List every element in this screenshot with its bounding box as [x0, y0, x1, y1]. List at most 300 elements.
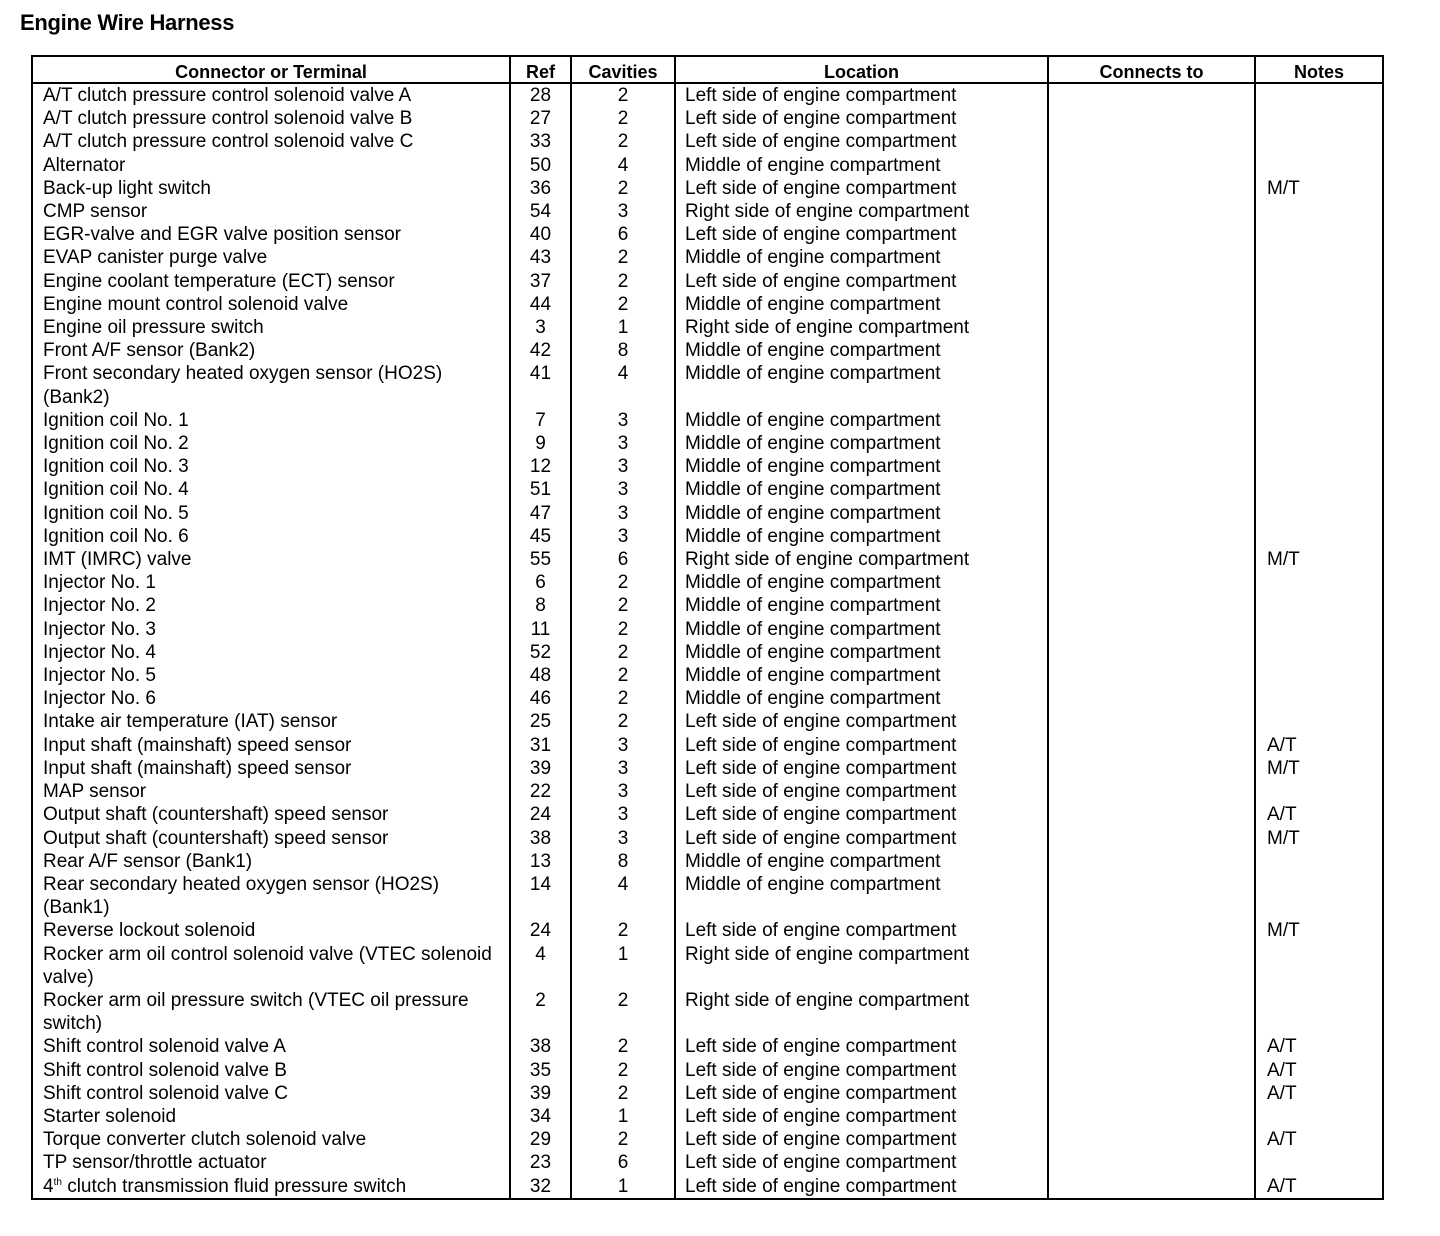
connector-name: Front secondary heated oxygen sensor (HO2S) (Bank2)	[43, 363, 443, 408]
table-row	[32, 687, 1383, 710]
ref-cell: 24	[510, 919, 571, 942]
table-row	[32, 200, 1383, 223]
connector-name: Reverse lockout solenoid	[43, 920, 256, 942]
table-row	[32, 710, 1383, 733]
cavities-cell: 3	[571, 502, 675, 525]
notes-cell	[1255, 571, 1383, 594]
location-cell: Middle of engine compartment	[675, 293, 1048, 316]
notes-cell	[1255, 780, 1383, 803]
ref-cell: 8	[510, 594, 571, 617]
table-row	[32, 1175, 1383, 1199]
connects-to-cell	[1048, 502, 1255, 525]
table-row	[32, 432, 1383, 455]
connects-to-cell	[1048, 177, 1255, 200]
cavities-cell: 1	[571, 1175, 675, 1199]
connects-to-cell	[1048, 919, 1255, 942]
connects-to-cell	[1048, 710, 1255, 733]
ref-cell: 50	[510, 154, 571, 177]
ref-cell: 24	[510, 803, 571, 826]
table-row	[32, 455, 1383, 478]
connector-name: Back-up light switch	[43, 177, 211, 199]
notes-cell	[1255, 873, 1383, 919]
connector-name-text: clutch transmission fluid pressure switch	[61, 1175, 407, 1197]
location-cell: Left side of engine compartment	[675, 734, 1048, 757]
location-cell: Middle of engine compartment	[675, 687, 1048, 710]
location-cell: Middle of engine compartment	[675, 246, 1048, 269]
table-row	[32, 107, 1383, 130]
connector-name: Ignition coil No. 3	[43, 456, 189, 478]
table-row	[32, 502, 1383, 525]
connector-name	[32, 1175, 510, 1199]
table-row	[32, 1128, 1383, 1151]
connector-name: Torque converter clutch solenoid valve	[43, 1129, 367, 1151]
ref-cell: 6	[510, 571, 571, 594]
connector-name: Injector No. 3	[43, 618, 156, 640]
connector-name: Input shaft (mainshaft) speed sensor	[43, 734, 352, 756]
location-cell: Left side of engine compartment	[675, 1035, 1048, 1058]
connects-to-cell	[1048, 455, 1255, 478]
ref-cell: 47	[510, 502, 571, 525]
connects-to-cell	[1048, 83, 1255, 107]
notes-cell: M/T	[1255, 177, 1383, 200]
connects-to-cell	[1048, 154, 1255, 177]
location-cell: Left side of engine compartment	[675, 827, 1048, 850]
connector-name: Ignition coil No. 1	[43, 409, 189, 431]
location-cell: Left side of engine compartment	[675, 1059, 1048, 1082]
connects-to-cell	[1048, 1175, 1255, 1199]
connector-name: TP sensor/throttle actuator	[43, 1152, 267, 1174]
cavities-cell: 2	[571, 919, 675, 942]
ref-cell: 4	[510, 943, 571, 989]
connector-name: Alternator	[43, 154, 126, 176]
connects-to-cell	[1048, 1105, 1255, 1128]
ref-cell: 2	[510, 989, 571, 1035]
cavities-cell: 2	[571, 177, 675, 200]
ref-cell: 41	[510, 362, 571, 408]
ref-cell: 54	[510, 200, 571, 223]
ref-cell: 29	[510, 1128, 571, 1151]
connector-name: IMT (IMRC) valve	[43, 549, 192, 571]
connector-name: A/T clutch pressure control solenoid valve C	[43, 131, 414, 153]
connects-to-cell	[1048, 943, 1255, 989]
cavities-cell: 1	[571, 316, 675, 339]
connects-to-cell	[1048, 1082, 1255, 1105]
connects-to-cell	[1048, 873, 1255, 919]
connector-name: Engine mount control solenoid valve	[43, 293, 349, 315]
table-row	[32, 362, 1383, 408]
table-row	[32, 154, 1383, 177]
table-row	[32, 803, 1383, 826]
ref-cell: 12	[510, 455, 571, 478]
ref-cell: 48	[510, 664, 571, 687]
connects-to-cell	[1048, 107, 1255, 130]
column-header-connects-to: Connects to	[1048, 56, 1255, 83]
location-cell: Middle of engine compartment	[675, 502, 1048, 525]
table-row	[32, 548, 1383, 571]
table-row	[32, 618, 1383, 641]
notes-cell: A/T	[1255, 1035, 1383, 1058]
notes-cell: A/T	[1255, 734, 1383, 757]
connector-name-number: 4	[43, 1175, 54, 1197]
location-cell: Left side of engine compartment	[675, 1128, 1048, 1151]
connects-to-cell	[1048, 734, 1255, 757]
cavities-cell: 3	[571, 827, 675, 850]
notes-cell	[1255, 293, 1383, 316]
notes-cell: A/T	[1255, 803, 1383, 826]
table-row	[32, 339, 1383, 362]
location-cell: Left side of engine compartment	[675, 130, 1048, 153]
cavities-cell: 2	[571, 664, 675, 687]
connector-name: Shift control solenoid valve B	[43, 1059, 287, 1081]
connects-to-cell	[1048, 618, 1255, 641]
notes-cell	[1255, 1105, 1383, 1128]
notes-cell	[1255, 502, 1383, 525]
location-cell: Right side of engine compartment	[675, 200, 1048, 223]
ref-cell: 36	[510, 177, 571, 200]
connector-name: Rear A/F sensor (Bank1)	[43, 850, 253, 872]
location-cell: Left side of engine compartment	[675, 1175, 1048, 1199]
connector-name: A/T clutch pressure control solenoid valve B	[43, 108, 413, 130]
notes-cell: A/T	[1255, 1128, 1383, 1151]
connects-to-cell	[1048, 827, 1255, 850]
cavities-cell: 3	[571, 432, 675, 455]
table-row	[32, 571, 1383, 594]
location-cell: Left side of engine compartment	[675, 83, 1048, 107]
connects-to-cell	[1048, 548, 1255, 571]
notes-cell	[1255, 989, 1383, 1035]
notes-cell	[1255, 687, 1383, 710]
connects-to-cell	[1048, 200, 1255, 223]
notes-cell	[1255, 223, 1383, 246]
ref-cell: 25	[510, 710, 571, 733]
column-header-ref: Ref	[510, 56, 571, 83]
notes-cell	[1255, 618, 1383, 641]
ref-cell: 52	[510, 641, 571, 664]
ref-cell: 27	[510, 107, 571, 130]
ref-cell: 7	[510, 409, 571, 432]
table-row	[32, 223, 1383, 246]
ref-cell: 3	[510, 316, 571, 339]
connector-name: Rocker arm oil pressure switch (VTEC oil pressure switch)	[43, 989, 469, 1035]
cavities-cell: 6	[571, 548, 675, 571]
ref-cell: 31	[510, 734, 571, 757]
connects-to-cell	[1048, 293, 1255, 316]
connects-to-cell	[1048, 1059, 1255, 1082]
connector-name: EVAP canister purge valve	[43, 247, 268, 269]
connector-name: Injector No. 4	[43, 641, 156, 663]
column-header-connector: Connector or Terminal	[32, 56, 510, 83]
ref-cell: 38	[510, 827, 571, 850]
cavities-cell: 2	[571, 687, 675, 710]
cavities-cell: 2	[571, 246, 675, 269]
cavities-cell: 3	[571, 455, 675, 478]
notes-cell	[1255, 409, 1383, 432]
connector-name: Shift control solenoid valve C	[43, 1082, 289, 1104]
connector-name: A/T clutch pressure control solenoid valve A	[43, 85, 412, 106]
notes-cell	[1255, 362, 1383, 408]
notes-cell	[1255, 432, 1383, 455]
connector-name: MAP sensor	[43, 781, 147, 803]
cavities-cell: 2	[571, 1128, 675, 1151]
connects-to-cell	[1048, 1128, 1255, 1151]
cavities-cell: 3	[571, 409, 675, 432]
ref-cell: 45	[510, 525, 571, 548]
cavities-cell: 2	[571, 270, 675, 293]
cavities-cell: 2	[571, 1035, 675, 1058]
location-cell: Middle of engine compartment	[675, 478, 1048, 501]
table-row	[32, 293, 1383, 316]
cavities-cell: 3	[571, 780, 675, 803]
cavities-cell: 2	[571, 293, 675, 316]
notes-cell	[1255, 710, 1383, 733]
notes-cell: M/T	[1255, 548, 1383, 571]
connects-to-cell	[1048, 130, 1255, 153]
connector-name: Input shaft (mainshaft) speed sensor	[43, 757, 352, 779]
location-cell: Middle of engine compartment	[675, 618, 1048, 641]
connector-name: Engine oil pressure switch	[43, 317, 264, 339]
notes-cell: A/T	[1255, 1059, 1383, 1082]
connector-name: Ignition coil No. 4	[43, 479, 189, 501]
location-cell: Left side of engine compartment	[675, 710, 1048, 733]
notes-cell: M/T	[1255, 919, 1383, 942]
cavities-cell: 3	[571, 757, 675, 780]
connects-to-cell	[1048, 339, 1255, 362]
connects-to-cell	[1048, 1035, 1255, 1058]
connector-name: Ignition coil No. 5	[43, 502, 189, 524]
table-row	[32, 130, 1383, 153]
cavities-cell: 3	[571, 200, 675, 223]
connector-name: Injector No. 1	[43, 572, 156, 594]
ref-cell: 23	[510, 1151, 571, 1174]
ref-cell: 44	[510, 293, 571, 316]
location-cell: Middle of engine compartment	[675, 362, 1048, 408]
notes-cell	[1255, 594, 1383, 617]
ref-cell: 39	[510, 1082, 571, 1105]
ref-cell: 14	[510, 873, 571, 919]
notes-cell	[1255, 316, 1383, 339]
cavities-cell: 2	[571, 594, 675, 617]
connects-to-cell	[1048, 803, 1255, 826]
cavities-cell: 2	[571, 107, 675, 130]
table-row	[32, 989, 1383, 1035]
connector-name: Ignition coil No. 2	[43, 433, 189, 455]
location-cell: Left side of engine compartment	[675, 1151, 1048, 1174]
table-row	[32, 1035, 1383, 1058]
table-row	[32, 1059, 1383, 1082]
cavities-cell: 2	[571, 641, 675, 664]
notes-cell	[1255, 270, 1383, 293]
ref-cell: 37	[510, 270, 571, 293]
location-cell: Left side of engine compartment	[675, 1082, 1048, 1105]
location-cell: Middle of engine compartment	[675, 641, 1048, 664]
table-row	[32, 943, 1383, 989]
location-cell: Middle of engine compartment	[675, 873, 1048, 919]
ref-cell: 33	[510, 130, 571, 153]
location-cell: Middle of engine compartment	[675, 525, 1048, 548]
cavities-cell: 4	[571, 154, 675, 177]
notes-cell	[1255, 200, 1383, 223]
connects-to-cell	[1048, 316, 1255, 339]
table-row	[32, 83, 1383, 107]
table-row	[32, 270, 1383, 293]
location-cell: Left side of engine compartment	[675, 780, 1048, 803]
cavities-cell: 2	[571, 83, 675, 107]
connects-to-cell	[1048, 780, 1255, 803]
ref-cell: 22	[510, 780, 571, 803]
notes-cell	[1255, 339, 1383, 362]
connects-to-cell	[1048, 478, 1255, 501]
connects-to-cell	[1048, 1151, 1255, 1174]
cavities-cell: 2	[571, 618, 675, 641]
notes-cell	[1255, 850, 1383, 873]
table-row	[32, 827, 1383, 850]
ref-cell: 35	[510, 1059, 571, 1082]
table-row	[32, 594, 1383, 617]
notes-cell	[1255, 943, 1383, 989]
cavities-cell: 2	[571, 989, 675, 1035]
ref-cell: 28	[510, 83, 571, 107]
table-row	[32, 641, 1383, 664]
location-cell: Left side of engine compartment	[675, 919, 1048, 942]
connector-name: Injector No. 6	[43, 688, 156, 710]
ref-cell: 43	[510, 246, 571, 269]
connector-name: Ignition coil No. 6	[43, 525, 189, 547]
location-cell: Middle of engine compartment	[675, 664, 1048, 687]
notes-cell	[1255, 641, 1383, 664]
notes-cell	[1255, 154, 1383, 177]
cavities-cell: 3	[571, 803, 675, 826]
connector-name: Rear secondary heated oxygen sensor (HO2S) (Bank1)	[43, 873, 440, 919]
cavities-cell: 3	[571, 734, 675, 757]
connects-to-cell	[1048, 571, 1255, 594]
notes-cell: A/T	[1255, 1175, 1383, 1199]
cavities-cell: 1	[571, 1105, 675, 1128]
cavities-cell: 2	[571, 1082, 675, 1105]
cavities-cell: 3	[571, 525, 675, 548]
location-cell: Middle of engine compartment	[675, 432, 1048, 455]
connects-to-cell	[1048, 432, 1255, 455]
connects-to-cell	[1048, 409, 1255, 432]
cavities-cell: 4	[571, 362, 675, 408]
notes-cell: M/T	[1255, 827, 1383, 850]
cavities-cell: 2	[571, 1059, 675, 1082]
location-cell: Left side of engine compartment	[675, 107, 1048, 130]
location-cell: Right side of engine compartment	[675, 943, 1048, 989]
connector-name: Shift control solenoid valve A	[43, 1036, 286, 1058]
cavities-cell: 2	[571, 130, 675, 153]
connects-to-cell	[1048, 270, 1255, 293]
notes-cell	[1255, 1151, 1383, 1174]
notes-cell	[1255, 525, 1383, 548]
ref-cell: 11	[510, 618, 571, 641]
ref-cell: 13	[510, 850, 571, 873]
location-cell: Left side of engine compartment	[675, 803, 1048, 826]
location-cell: Right side of engine compartment	[675, 548, 1048, 571]
location-cell: Middle of engine compartment	[675, 850, 1048, 873]
table-row	[32, 1082, 1383, 1105]
table-row	[32, 478, 1383, 501]
connects-to-cell	[1048, 362, 1255, 408]
cavities-cell: 4	[571, 873, 675, 919]
notes-cell	[1255, 455, 1383, 478]
table-row	[32, 525, 1383, 548]
table-row	[32, 780, 1383, 803]
ref-cell: 32	[510, 1175, 571, 1199]
ref-cell: 55	[510, 548, 571, 571]
table-row	[32, 1105, 1383, 1128]
column-header-notes: Notes	[1255, 56, 1383, 83]
table-row	[32, 664, 1383, 687]
connects-to-cell	[1048, 757, 1255, 780]
location-cell: Right side of engine compartment	[675, 989, 1048, 1035]
notes-cell	[1255, 478, 1383, 501]
cavities-cell: 1	[571, 943, 675, 989]
cavities-cell: 6	[571, 223, 675, 246]
location-cell: Left side of engine compartment	[675, 757, 1048, 780]
table-row	[32, 873, 1383, 919]
connector-name: EGR-valve and EGR valve position sensor	[43, 224, 401, 246]
ref-cell: 34	[510, 1105, 571, 1128]
table-row	[32, 409, 1383, 432]
table-row	[32, 1151, 1383, 1174]
cavities-cell: 8	[571, 850, 675, 873]
column-header-cavities: Cavities	[571, 56, 675, 83]
location-cell: Right side of engine compartment	[675, 316, 1048, 339]
ref-cell: 9	[510, 432, 571, 455]
connects-to-cell	[1048, 687, 1255, 710]
connects-to-cell	[1048, 223, 1255, 246]
connects-to-cell	[1048, 246, 1255, 269]
notes-cell	[1255, 664, 1383, 687]
table-row	[32, 177, 1383, 200]
table-row	[32, 850, 1383, 873]
ref-cell: 40	[510, 223, 571, 246]
cavities-cell: 3	[571, 478, 675, 501]
cavities-cell: 2	[571, 571, 675, 594]
ref-cell: 38	[510, 1035, 571, 1058]
table-row	[32, 246, 1383, 269]
connector-name: Output shaft (countershaft) speed sensor	[43, 827, 389, 849]
cavities-cell: 2	[571, 710, 675, 733]
table-row	[32, 757, 1383, 780]
connects-to-cell	[1048, 641, 1255, 664]
table-row	[32, 316, 1383, 339]
connects-to-cell	[1048, 850, 1255, 873]
location-cell: Middle of engine compartment	[675, 154, 1048, 177]
ref-cell: 46	[510, 687, 571, 710]
header-row	[32, 56, 1383, 83]
connects-to-cell	[1048, 664, 1255, 687]
cavities-cell: 6	[571, 1151, 675, 1174]
notes-cell: M/T	[1255, 757, 1383, 780]
location-cell: Middle of engine compartment	[675, 455, 1048, 478]
connector-name: Engine coolant temperature (ECT) sensor	[43, 270, 395, 292]
connector-name: Intake air temperature (IAT) sensor	[43, 711, 338, 733]
table-row	[32, 734, 1383, 757]
cavities-cell: 8	[571, 339, 675, 362]
connector-name: Output shaft (countershaft) speed sensor	[43, 804, 389, 826]
connects-to-cell	[1048, 989, 1255, 1035]
connector-name: Front A/F sensor (Bank2)	[43, 340, 256, 362]
location-cell: Left side of engine compartment	[675, 270, 1048, 293]
ref-cell: 42	[510, 339, 571, 362]
connects-to-cell	[1048, 525, 1255, 548]
notes-cell	[1255, 246, 1383, 269]
harness-table	[31, 55, 1384, 1200]
ref-cell: 51	[510, 478, 571, 501]
column-header-location: Location	[675, 56, 1048, 83]
location-cell: Middle of engine compartment	[675, 339, 1048, 362]
